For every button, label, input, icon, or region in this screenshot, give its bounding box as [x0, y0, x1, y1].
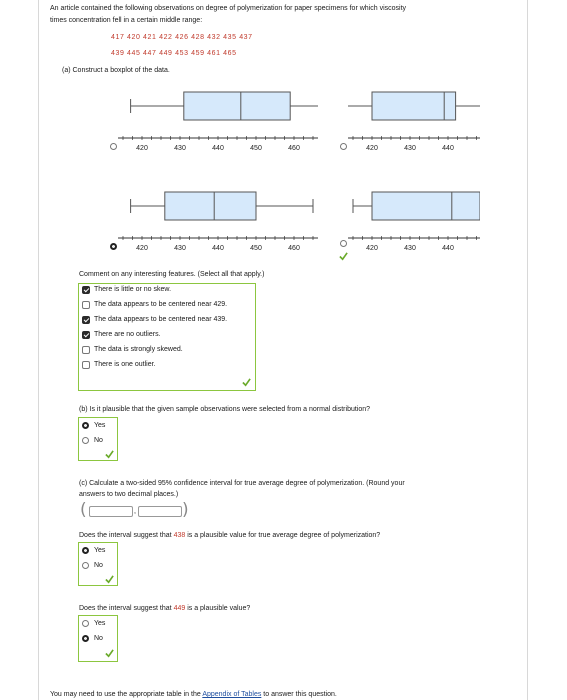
part-c-q1-prompt: Does the interval suggest that 438 is a plausible value for true average degree of polymerization?: [79, 532, 381, 539]
boxplot-option-a-radio[interactable]: [110, 143, 117, 150]
feature-option-label: The data appears to be centered near 439.: [94, 316, 228, 323]
ci-lower-input[interactable]: [89, 506, 133, 517]
x-tick-label: 450: [250, 145, 262, 152]
feature-option-label: The data is strongly skewed.: [94, 346, 183, 353]
intro-line-2: times concentration fell in a certain middle range:: [50, 16, 203, 24]
boxplot-option-b: [348, 82, 480, 154]
x-tick-label: 430: [404, 245, 416, 252]
part-b-yes-radio[interactable]: [82, 422, 89, 429]
appendix-link[interactable]: Appendix of Tables: [202, 691, 262, 698]
x-tick-label: 420: [136, 145, 148, 152]
footer-note: You may need to use the appropriate table in the Appendix of Tables to answer this question.: [50, 691, 337, 698]
correct-check-icon: [339, 252, 348, 261]
iqr-box: [184, 92, 290, 120]
iqr-box: [372, 92, 456, 120]
correct-check-icon: [105, 575, 114, 584]
feature-option-label: There is little or no skew.: [94, 286, 172, 293]
comment-prompt: Comment on any interesting features. (Select all that apply.): [79, 271, 265, 278]
intro-line-1: An article contained the following observations on degree of polymerization for paper specimens for which viscosity: [50, 5, 407, 12]
interval-close-paren: ): [182, 500, 189, 520]
part-c-q2-yes-radio[interactable]: [82, 620, 89, 627]
part-b-yes-label: Yes: [94, 422, 106, 429]
boxplot-option-d-radio[interactable]: [340, 240, 347, 247]
part-c-prompt-1: (c) Calculate a two-sided 95% confidence interval for true average degree of polymerization. (Round your: [79, 480, 405, 487]
x-tick-label: 430: [174, 245, 186, 252]
ci-upper-input[interactable]: [138, 506, 182, 517]
boxplot-option-c-radio[interactable]: [110, 243, 117, 250]
part-c-q2-no-radio[interactable]: [82, 635, 89, 642]
iqr-box: [165, 192, 256, 220]
x-tick-label: 420: [136, 245, 148, 252]
feature-checkbox[interactable]: [82, 301, 90, 309]
boxplot-option-c: [118, 182, 318, 254]
x-tick-label: 430: [404, 145, 416, 152]
feature-checkbox[interactable]: [82, 316, 90, 324]
x-tick-label: 440: [442, 245, 454, 252]
x-tick-label: 460: [288, 245, 300, 252]
part-c-q1-yes-label: Yes: [94, 547, 106, 554]
part-b-prompt: (b) Is it plausible that the given sample observations were selected from a normal distribution?: [79, 406, 371, 413]
feature-option-label: There are no outliers.: [94, 331, 161, 338]
correct-check-icon: [105, 450, 114, 459]
part-c-q2-prompt: Does the interval suggest that 449 is a plausible value?: [79, 605, 251, 612]
interval-open-paren: (: [80, 500, 87, 520]
part-b-no-radio[interactable]: [82, 437, 89, 444]
x-tick-label: 460: [288, 145, 300, 152]
feature-option-label: The data appears to be centered near 429.: [94, 301, 228, 308]
boxplot-option-a: [118, 82, 318, 154]
boxplot-option-d: [348, 182, 480, 254]
x-tick-label: 420: [366, 245, 378, 252]
x-tick-label: 440: [212, 245, 224, 252]
part-a-prompt: (a) Construct a boxplot of the data.: [62, 67, 170, 74]
intro-text: [50, 3, 480, 26]
part-c-q1-yes-radio[interactable]: [82, 547, 89, 554]
boxplot-option-b-radio[interactable]: [340, 143, 347, 150]
feature-checkbox[interactable]: [82, 361, 90, 369]
x-tick-label: 430: [174, 145, 186, 152]
part-c-q1-no-label: No: [94, 562, 103, 569]
iqr-box: [372, 192, 480, 220]
part-c-q1-no-radio[interactable]: [82, 562, 89, 569]
part-c-q2-yes-label: Yes: [94, 620, 106, 627]
feature-option-label: There is one outlier.: [94, 361, 156, 368]
interval-comma: ,: [134, 508, 136, 515]
part-c-prompt-2: answers to two decimal places.): [79, 491, 179, 498]
correct-check-icon: [105, 649, 114, 658]
x-tick-label: 450: [250, 245, 262, 252]
part-c-q2-no-label: No: [94, 635, 103, 642]
part-b-no-label: No: [94, 437, 103, 444]
x-tick-label: 420: [366, 145, 378, 152]
feature-checkbox[interactable]: [82, 346, 90, 354]
x-tick-label: 440: [212, 145, 224, 152]
observations-row-1: 417 420 421 422 426 428 432 435 437: [111, 34, 253, 41]
x-tick-label: 440: [442, 145, 454, 152]
observations-row-2: 439 445 447 449 453 459 461 465: [111, 50, 237, 57]
feature-checkbox[interactable]: [82, 331, 90, 339]
correct-check-icon: [242, 378, 251, 387]
feature-checkbox[interactable]: [82, 286, 90, 294]
